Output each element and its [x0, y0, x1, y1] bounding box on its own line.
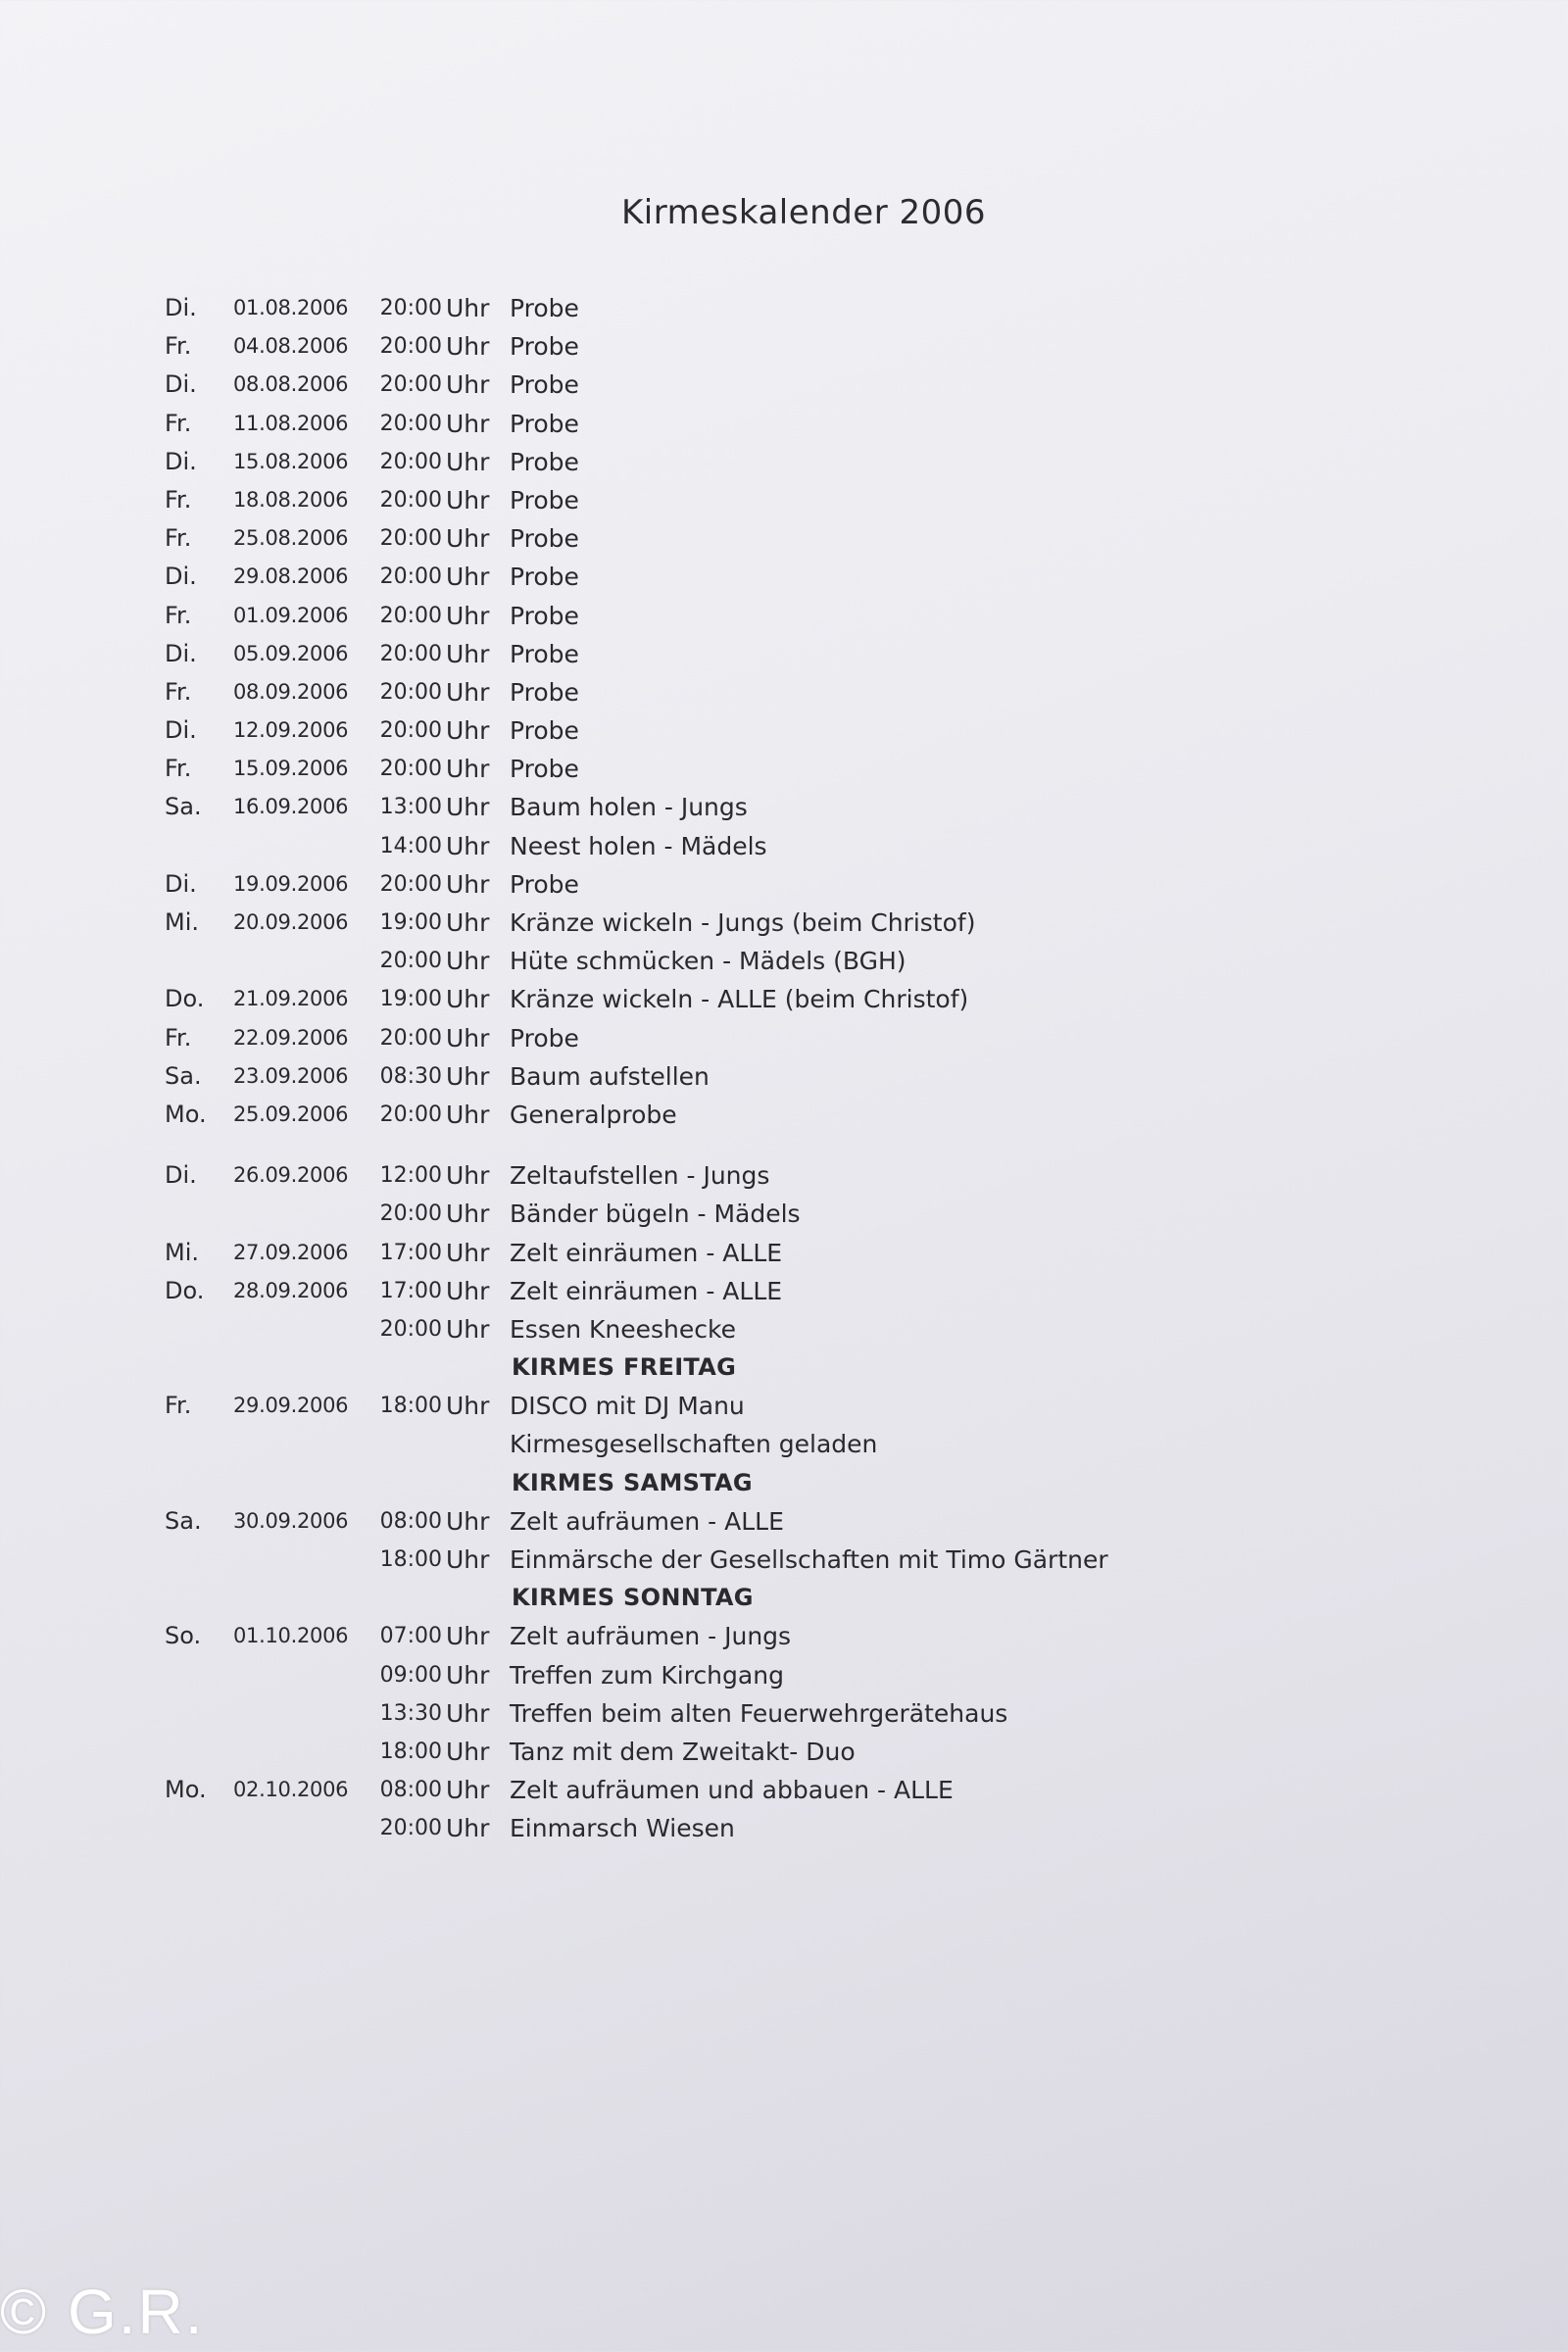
uhr-label: Uhr: [446, 294, 490, 322]
schedule-row: [165, 827, 1145, 865]
schedule-row: [165, 597, 1145, 635]
time-cell: 13:00: [379, 795, 442, 820]
event-description: Hüte schmücken - Mädels (BGH): [510, 947, 906, 976]
time-cell: 17:00: [379, 1278, 442, 1303]
date-cell: 22.09.2006: [233, 1025, 349, 1050]
uhr-label: Uhr: [446, 409, 490, 438]
date-cell: 15.08.2006: [233, 449, 349, 473]
uhr-label: Uhr: [446, 1545, 490, 1574]
weekday-cell: Mo.: [165, 1100, 207, 1128]
event-description: Zelt aufräumen - Jungs: [510, 1622, 792, 1651]
event-description: Probe: [510, 370, 579, 400]
date-cell: 21.09.2006: [233, 987, 349, 1011]
uhr-label: Uhr: [446, 1622, 490, 1651]
event-description: Zelt aufräumen und abbauen - ALLE: [510, 1776, 954, 1805]
schedule-row: [165, 904, 1145, 942]
weekday-cell: Fr.: [165, 1023, 192, 1052]
uhr-label: Uhr: [446, 1023, 490, 1053]
time-cell: 18:00: [379, 1547, 442, 1572]
section-heading: KIRMES SAMSTAG: [512, 1468, 753, 1496]
event-description: Kränze wickeln - ALLE (beim Christof): [510, 985, 969, 1014]
schedule-row: [165, 558, 1145, 596]
time-cell: 20:00: [379, 949, 442, 974]
uhr-label: Uhr: [446, 716, 490, 746]
time-cell: 20:00: [379, 1816, 442, 1841]
uhr-label: Uhr: [446, 601, 490, 630]
event-description: Einmärsche der Gesellschaften mit Timo Gärtner: [510, 1545, 1108, 1574]
uhr-label: Uhr: [446, 1506, 490, 1536]
date-cell: 27.09.2006: [233, 1240, 349, 1264]
weekday-cell: Mi.: [165, 1238, 200, 1266]
time-cell: 17:00: [379, 1240, 442, 1265]
uhr-label: Uhr: [446, 677, 490, 707]
event-description: Zeltaufstellen - Jungs: [510, 1161, 770, 1191]
copyright-watermark: © G.R.: [0, 2277, 205, 2347]
event-description: Einmarsch Wiesen: [510, 1814, 735, 1843]
time-cell: 20:00: [379, 1201, 442, 1227]
schedule-row: [165, 327, 1145, 366]
uhr-label: Uhr: [446, 1061, 490, 1091]
date-cell: 25.09.2006: [233, 1102, 349, 1126]
uhr-label: Uhr: [446, 869, 490, 899]
weekday-cell: Sa.: [165, 793, 202, 821]
event-description: Probe: [510, 524, 579, 554]
uhr-label: Uhr: [446, 1698, 490, 1728]
event-description: Probe: [510, 639, 579, 668]
uhr-label: Uhr: [446, 755, 490, 784]
weekday-cell: Di.: [165, 447, 197, 475]
date-cell: 01.10.2006: [233, 1624, 349, 1648]
schedule-row: [165, 635, 1145, 673]
event-description: Probe: [510, 332, 579, 362]
schedule-row: [165, 1019, 1145, 1057]
time-cell: 20:00: [379, 564, 442, 590]
weekday-cell: Di.: [165, 563, 197, 591]
date-cell: 05.09.2006: [233, 641, 349, 665]
event-description: DISCO mit DJ Manu: [510, 1392, 745, 1421]
uhr-label: Uhr: [446, 1737, 490, 1766]
schedule-row: [165, 1272, 1145, 1310]
uhr-label: Uhr: [446, 1392, 490, 1421]
schedule-row: [165, 711, 1145, 750]
schedule-row: [165, 289, 1145, 327]
schedule-row: [165, 865, 1145, 904]
date-cell: 02.10.2006: [233, 1778, 349, 1802]
schedule-row: [165, 1195, 1145, 1233]
schedule-row: [165, 1310, 1145, 1348]
weekday-cell: Sa.: [165, 1061, 202, 1090]
date-cell: 12.09.2006: [233, 718, 349, 743]
time-cell: 20:00: [379, 1102, 442, 1127]
weekday-cell: Mi.: [165, 908, 200, 936]
date-cell: 18.08.2006: [233, 487, 349, 512]
uhr-label: Uhr: [446, 1660, 490, 1690]
time-cell: 08:30: [379, 1063, 442, 1089]
time-cell: 18:00: [379, 1394, 442, 1419]
date-cell: 29.09.2006: [233, 1394, 349, 1418]
time-cell: 19:00: [379, 987, 442, 1012]
weekday-cell: Fr.: [165, 1392, 192, 1420]
date-cell: 29.08.2006: [233, 564, 349, 589]
section-heading-row: [165, 1579, 1145, 1617]
event-description: Bänder bügeln - Mädels: [510, 1200, 801, 1229]
time-cell: 09:00: [379, 1662, 442, 1688]
schedule-row: [165, 1617, 1145, 1655]
schedule-list: [165, 289, 1145, 1848]
event-description: Kränze wickeln - Jungs (beim Christof): [510, 908, 976, 937]
event-description: Probe: [510, 677, 579, 707]
schedule-row: [165, 942, 1145, 980]
schedule-row: [165, 1387, 1145, 1425]
event-description: Probe: [510, 447, 579, 476]
time-cell: 19:00: [379, 910, 442, 935]
event-description: Probe: [510, 294, 579, 322]
date-cell: 19.09.2006: [233, 871, 349, 896]
date-cell: 08.08.2006: [233, 372, 349, 397]
uhr-label: Uhr: [446, 370, 490, 400]
event-description: Treffen zum Kirchgang: [510, 1660, 784, 1690]
schedule-row: [165, 1771, 1145, 1809]
uhr-label: Uhr: [446, 639, 490, 668]
event-description: Treffen beim alten Feuerwehrgerätehaus: [510, 1698, 1008, 1728]
uhr-label: Uhr: [446, 1814, 490, 1843]
time-cell: 20:00: [379, 871, 442, 897]
uhr-label: Uhr: [446, 447, 490, 476]
event-description: Probe: [510, 601, 579, 630]
weekday-cell: Di.: [165, 294, 197, 321]
page-title: Kirmeskalender 2006: [620, 193, 987, 232]
uhr-label: Uhr: [446, 947, 490, 976]
time-cell: 20:00: [379, 718, 442, 744]
time-cell: 20:00: [379, 641, 442, 666]
event-description: Probe: [510, 485, 579, 514]
weekday-cell: Di.: [165, 370, 197, 399]
weekday-cell: Do.: [165, 985, 205, 1013]
schedule-row: [165, 1096, 1145, 1134]
date-cell: 25.08.2006: [233, 526, 349, 551]
time-cell: 20:00: [379, 334, 442, 360]
schedule-row: [165, 1425, 1145, 1463]
schedule-row: [165, 366, 1145, 404]
date-cell: 15.09.2006: [233, 757, 349, 781]
weekday-cell: Fr.: [165, 601, 192, 629]
date-cell: 04.08.2006: [233, 334, 349, 359]
time-cell: 20:00: [379, 449, 442, 474]
date-cell: 16.09.2006: [233, 795, 349, 819]
weekday-cell: Fr.: [165, 524, 192, 553]
uhr-label: Uhr: [446, 1161, 490, 1191]
weekday-cell: Sa.: [165, 1506, 202, 1535]
time-cell: 20:00: [379, 1025, 442, 1051]
uhr-label: Uhr: [446, 908, 490, 937]
event-description: Baum holen - Jungs: [510, 793, 748, 822]
schedule-row: [165, 1502, 1145, 1541]
weekday-cell: Di.: [165, 716, 197, 745]
time-cell: 20:00: [379, 603, 442, 628]
weekday-cell: Fr.: [165, 485, 192, 514]
schedule-row: [165, 1057, 1145, 1096]
weekday-cell: Fr.: [165, 332, 192, 361]
date-cell: 01.09.2006: [233, 603, 349, 627]
event-description: Probe: [510, 409, 579, 438]
time-cell: 13:30: [379, 1700, 442, 1726]
event-description: Probe: [510, 869, 579, 899]
date-cell: 28.09.2006: [233, 1278, 349, 1302]
uhr-label: Uhr: [446, 524, 490, 554]
uhr-label: Uhr: [446, 485, 490, 514]
weekday-cell: Di.: [165, 639, 197, 667]
schedule-row: [165, 1156, 1145, 1195]
uhr-label: Uhr: [446, 1238, 490, 1267]
weekday-cell: Di.: [165, 1161, 197, 1190]
section-heading: KIRMES SONNTAG: [512, 1584, 754, 1612]
event-description: Zelt einräumen - ALLE: [510, 1276, 783, 1305]
uhr-label: Uhr: [446, 1276, 490, 1305]
event-description: Probe: [510, 716, 579, 746]
uhr-label: Uhr: [446, 1100, 490, 1129]
section-heading-row: [165, 1464, 1145, 1502]
time-cell: 07:00: [379, 1624, 442, 1649]
date-cell: 20.09.2006: [233, 910, 349, 934]
weekday-cell: Di.: [165, 869, 197, 898]
event-description: Probe: [510, 755, 579, 784]
uhr-label: Uhr: [446, 563, 490, 592]
schedule-row: [165, 788, 1145, 826]
time-cell: 20:00: [379, 1316, 442, 1342]
time-cell: 12:00: [379, 1163, 442, 1189]
schedule-row: [165, 1694, 1145, 1733]
weekday-cell: Mo.: [165, 1776, 207, 1804]
time-cell: 14:00: [379, 833, 442, 858]
section-heading-row: [165, 1348, 1145, 1387]
schedule-row: [165, 1809, 1145, 1847]
schedule-row: [165, 519, 1145, 558]
uhr-label: Uhr: [446, 1200, 490, 1229]
schedule-row: [165, 1541, 1145, 1579]
time-cell: 20:00: [379, 526, 442, 552]
time-cell: 08:00: [379, 1508, 442, 1534]
time-cell: 20:00: [379, 411, 442, 436]
event-description: Neest holen - Mädels: [510, 831, 767, 860]
schedule-row: [165, 750, 1145, 788]
schedule-row: [165, 405, 1145, 443]
time-cell: 20:00: [379, 487, 442, 513]
weekday-cell: So.: [165, 1622, 202, 1650]
schedule-row: [165, 1234, 1145, 1272]
uhr-label: Uhr: [446, 1776, 490, 1805]
event-description: Generalprobe: [510, 1100, 677, 1129]
time-cell: 18:00: [379, 1739, 442, 1764]
uhr-label: Uhr: [446, 332, 490, 362]
schedule-row: [165, 980, 1145, 1018]
weekday-cell: Fr.: [165, 409, 192, 437]
weekday-cell: Fr.: [165, 755, 192, 783]
weekday-cell: Do.: [165, 1276, 205, 1304]
schedule-row: [165, 1656, 1145, 1694]
schedule-row: [165, 1733, 1145, 1771]
event-description: Tanz mit dem Zweitakt- Duo: [510, 1737, 856, 1766]
time-cell: 08:00: [379, 1778, 442, 1803]
event-description: Baum aufstellen: [510, 1061, 710, 1091]
time-cell: 20:00: [379, 296, 442, 320]
event-description: Kirmesgesellschaften geladen: [510, 1430, 878, 1459]
schedule-row: [165, 443, 1145, 481]
event-description: Probe: [510, 1023, 579, 1053]
time-cell: 20:00: [379, 372, 442, 398]
schedule-row: [165, 673, 1145, 711]
date-cell: 01.08.2006: [233, 296, 349, 319]
date-cell: 11.08.2006: [233, 411, 349, 435]
event-description: Essen Kneeshecke: [510, 1314, 736, 1344]
uhr-label: Uhr: [446, 831, 490, 860]
weekday-cell: Fr.: [165, 677, 192, 706]
section-heading: KIRMES FREITAG: [512, 1353, 737, 1382]
date-cell: 08.09.2006: [233, 679, 349, 704]
event-description: Zelt aufräumen - ALLE: [510, 1506, 784, 1536]
uhr-label: Uhr: [446, 985, 490, 1014]
time-cell: 20:00: [379, 757, 442, 782]
event-description: Probe: [510, 563, 579, 592]
schedule-row: [165, 481, 1145, 519]
event-description: Zelt einräumen - ALLE: [510, 1238, 783, 1267]
date-cell: 23.09.2006: [233, 1063, 349, 1088]
uhr-label: Uhr: [446, 793, 490, 822]
date-cell: 30.09.2006: [233, 1508, 349, 1533]
date-cell: 26.09.2006: [233, 1163, 349, 1188]
time-cell: 20:00: [379, 679, 442, 705]
uhr-label: Uhr: [446, 1314, 490, 1344]
